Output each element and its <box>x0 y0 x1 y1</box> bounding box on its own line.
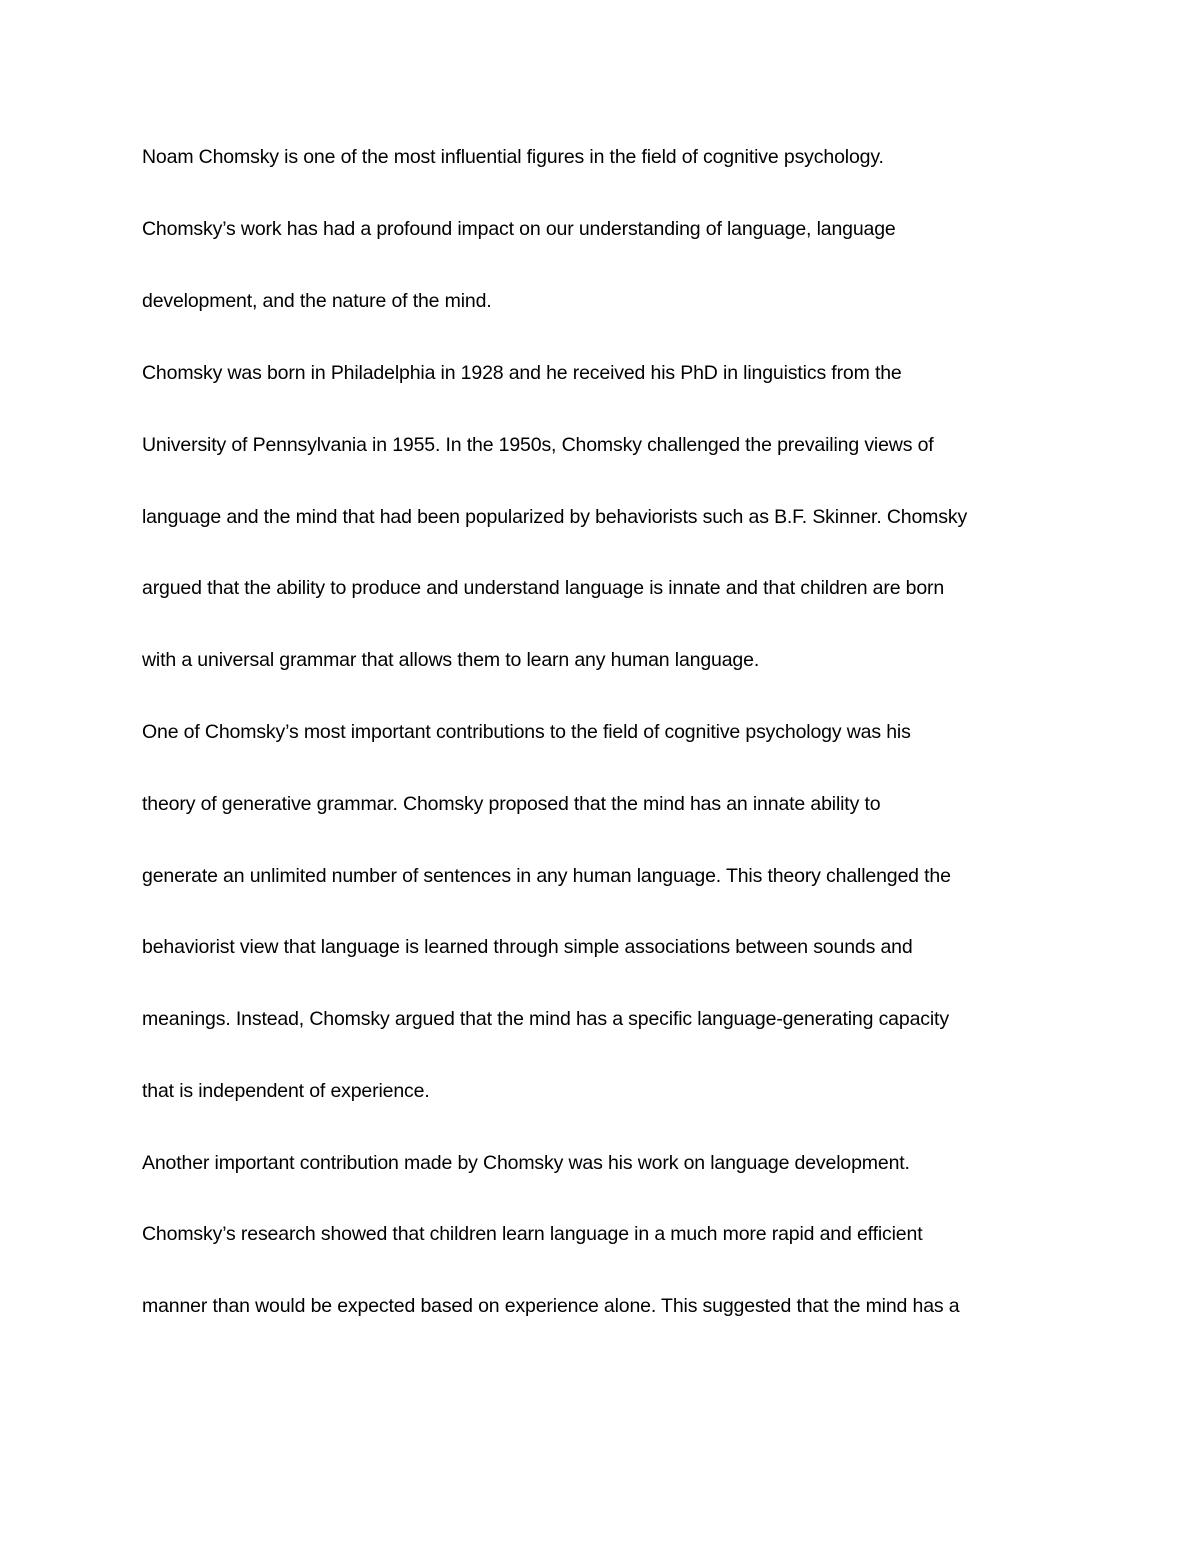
text-line: argued that the ability to produce and understand language is innate and that children are born <box>142 577 945 599</box>
text-line: behaviorist view that language is learned through simple associations between sounds and <box>142 936 913 958</box>
text-line: generate an unlimited number of sentences in any human language. This theory challenged the <box>142 865 951 887</box>
text-line: Another important contribution made by Chomsky was his work on language development. <box>142 1152 910 1174</box>
text-line: meanings. Instead, Chomsky argued that the mind has a specific language-generating capacity <box>142 1008 949 1030</box>
text-line: Chomsky’s work has had a profound impact on our understanding of language, language <box>142 218 896 240</box>
text-line: University of Pennsylvania in 1955. In the 1950s, Chomsky challenged the prevailing views of <box>142 434 934 456</box>
text-line: Noam Chomsky is one of the most influential figures in the field of cognitive psychology. <box>142 146 884 168</box>
text-line: development, and the nature of the mind. <box>142 290 492 312</box>
text-line: with a universal grammar that allows them to learn any human language. <box>142 649 760 671</box>
text-line: Chomsky was born in Philadelphia in 1928 and he received his PhD in linguistics from the <box>142 362 902 384</box>
text-line: theory of generative grammar. Chomsky proposed that the mind has an innate ability to <box>142 793 881 815</box>
text-line: Chomsky’s research showed that children learn language in a much more rapid and efficient <box>142 1223 923 1245</box>
text-line: One of Chomsky’s most important contributions to the field of cognitive psychology was his <box>142 721 911 743</box>
text-line: manner than would be expected based on experience alone. This suggested that the mind has a <box>142 1295 960 1317</box>
text-line: language and the mind that had been popularized by behaviorists such as B.F. Skinner. Chomsky <box>142 506 968 528</box>
text-line: that is independent of experience. <box>142 1080 430 1102</box>
